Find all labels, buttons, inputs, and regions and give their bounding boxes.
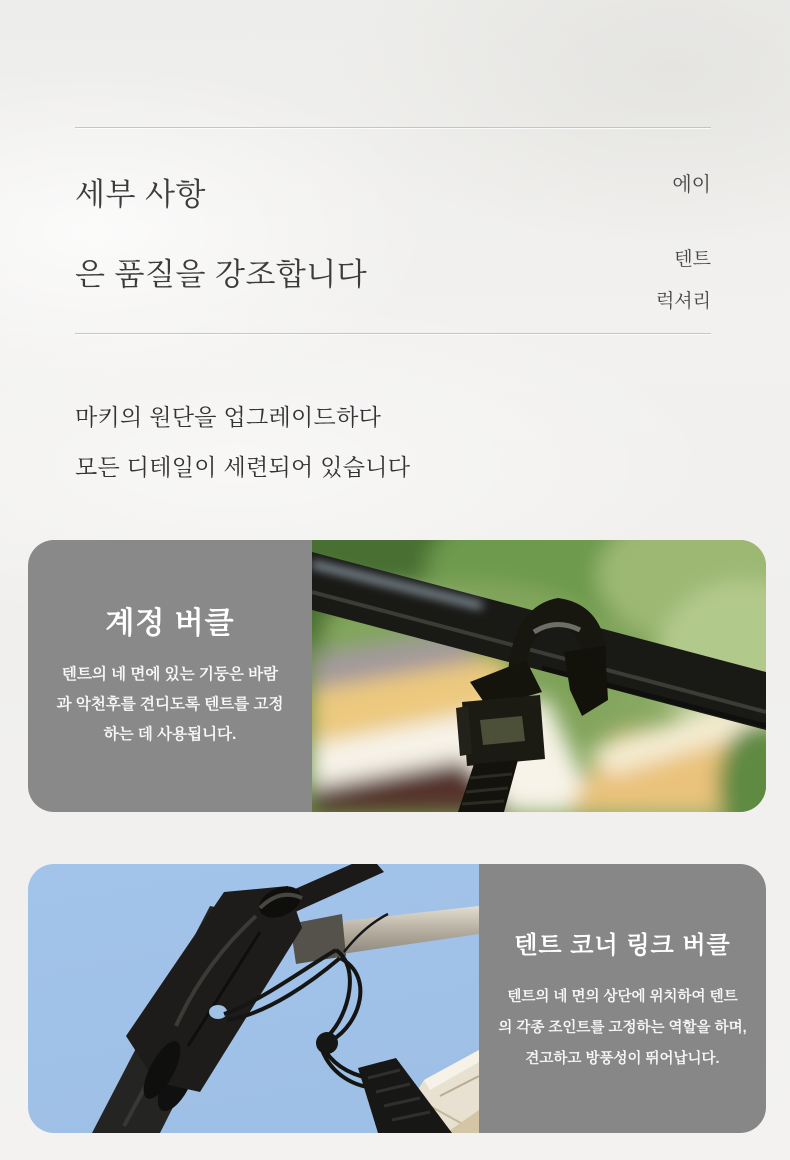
corner-joint-photo-illustration (28, 864, 479, 1133)
card1-description (57, 660, 284, 750)
card2-title: 텐트 코너 링크 버클 (514, 932, 731, 959)
brand-label-column (551, 168, 711, 313)
card1-desc-line2: 과 악천후를 견디도록 텐트를 고정 (56, 696, 284, 713)
section-title-line1: 세부 사항 (75, 177, 206, 212)
brand-word-bottom: 럭셔리 (655, 291, 711, 312)
feature-card-corner-link-buckle (28, 864, 766, 1133)
card2-desc-line3: 견고하고 방풍성이 뛰어납니다. (525, 1051, 720, 1067)
card1-desc-line3: 하는 데 사용됩니다. (103, 726, 237, 743)
intro-text-line1: 마키의 원단을 업그레이드하다 (75, 404, 382, 430)
card2-photo-corner-joint (28, 864, 479, 1133)
card2-description (498, 982, 746, 1075)
intro-text-line2: 모든 디테일이 세련되어 있습니다 (75, 454, 411, 480)
card1-desc-line1: 텐트의 네 면에 있는 기둥은 바람 (61, 666, 279, 683)
mid-divider-line (75, 333, 711, 334)
card2-desc-line2: 의 각종 조인트를 고정하는 역할을 하며, (498, 1020, 747, 1036)
card1-title: 계정 버클 (105, 607, 235, 640)
brand-word-top: 에이 (672, 174, 711, 196)
brand-word-mid: 텐트 (674, 249, 711, 270)
card1-photo-pole-clip (312, 540, 766, 812)
top-divider-line (75, 127, 711, 128)
feature-card-account-buckle (28, 540, 766, 812)
card2-text-panel (479, 864, 766, 1133)
card2-desc-line1: 텐트의 네 면의 상단에 위치하여 텐트 (507, 989, 738, 1005)
pole-clip-photo-illustration (312, 540, 766, 812)
section-title-line2: 은 품질을 강조합니다 (75, 257, 368, 292)
card1-text-panel (28, 540, 312, 812)
